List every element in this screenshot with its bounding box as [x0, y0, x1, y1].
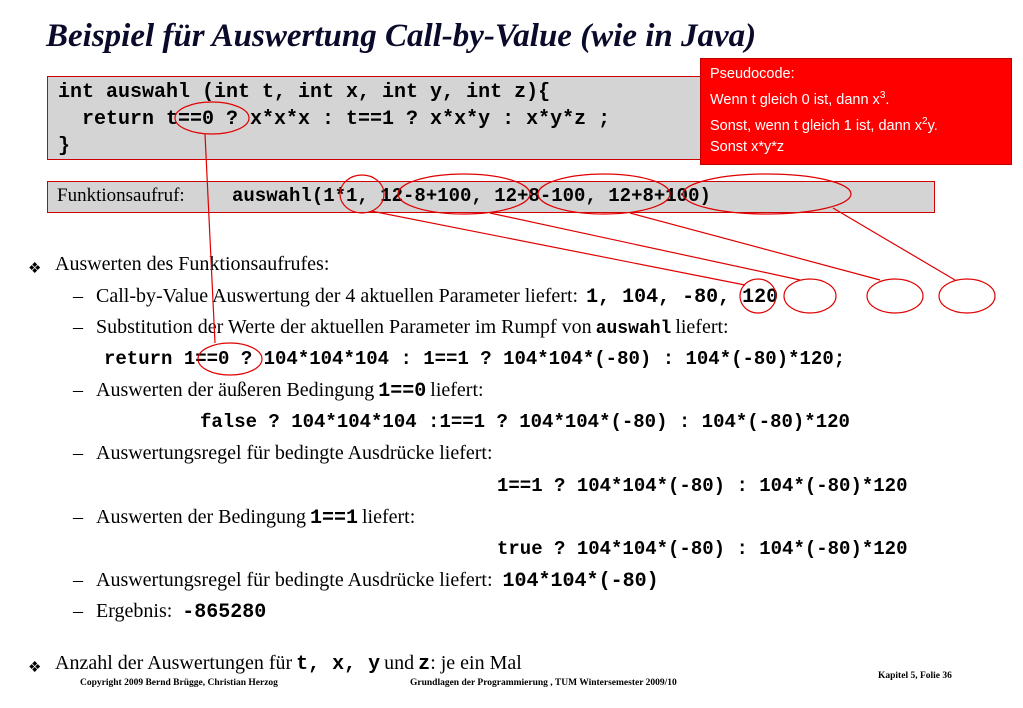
pseudocode-line-1: Wenn t gleich 0 ist, dann $x^3$. [710, 90, 890, 108]
pseudocode-line-3: Sonst x*y*z [710, 138, 785, 155]
footer-copyright: Copyright 2009 Bernd Brügge, Christian Herzog [80, 678, 278, 688]
dash-icon: – [73, 379, 83, 401]
dash-icon: – [73, 506, 83, 528]
dash-icon: – [73, 442, 83, 464]
connector-minus80 [630, 213, 880, 280]
dash-icon: – [73, 600, 83, 622]
highlight-val-minus80 [867, 279, 923, 313]
bullet-evaluation-count: Anzahl der Auswertungen für t, x, y und z: je ein Mal [55, 652, 522, 676]
connector-120 [833, 208, 955, 280]
dash-icon: – [73, 569, 83, 591]
code-true-expression: true ? 104*104*(-80) : 104*(-80)*120 [497, 538, 908, 560]
slide-title: Beispiel für Auswertung Call-by-Value (wie in Java) [46, 18, 757, 54]
connector-t [205, 134, 215, 343]
diamond-bullet-icon: ❖ [28, 261, 42, 277]
code-line-1: int auswahl (int t, int x, int y, int z){ [58, 81, 551, 104]
sub-bullet-substitution: Substitution der Werte der aktuellen Parameter im Rumpf von auswahl liefert: [96, 316, 729, 339]
function-call-code: auswahl(1*1, 12-8+100, 12+8-100, 12+8+100) [232, 185, 711, 207]
sub-bullet-outer-condition: Auswerten der äußeren Bedingung 1==0 liefert: [96, 379, 484, 403]
dash-icon: – [73, 285, 83, 307]
sub-bullet-condition: Auswerten der Bedingung 1==1 liefert: [96, 506, 416, 530]
pseudocode-box [700, 58, 1012, 165]
connector-1 [371, 211, 745, 285]
code-return-substituted: return 1==0 ? 104*104*104 : 1==1 ? 104*104*(-80) : 104*(-80)*120; [104, 348, 846, 370]
bullet-evaluate-call: Auswerten des Funktionsaufrufes: [55, 253, 330, 275]
code-cond1-expression: 1==1 ? 104*104*(-80) : 104*(-80)*120 [497, 475, 908, 497]
highlight-val-120 [939, 279, 995, 313]
connector-104 [490, 213, 800, 280]
pseudocode-heading: Pseudocode: [710, 66, 795, 82]
highlight-val-104 [784, 279, 836, 313]
sub-bullet-result: Ergebnis: -865280 [96, 600, 267, 624]
sub-bullet-rule-1: Auswertungsregel für bedingte Ausdrücke liefert: [96, 442, 493, 464]
code-false-expression: false ? 104*104*104 :1==1 ? 104*104*(-80) : 104*(-80)*120 [200, 411, 850, 433]
sub-bullet-rule-2: Auswertungsregel für bedingte Ausdrücke liefert: 104*104*(-80) [96, 569, 659, 593]
footer-course: Grundlagen der Programmierung , TUM Wintersemester 2009/10 [410, 678, 677, 688]
sub-bullet-params: Call-by-Value Auswertung der 4 aktuellen Parameter liefert: 1, 104, -80, 120 [96, 285, 779, 309]
function-call-box [47, 181, 935, 213]
code-box [47, 76, 707, 160]
code-line-3: } [58, 135, 71, 158]
code-line-2: return t==0 ? x*x*x : t==1 ? x*x*y : x*y*z ; [58, 108, 611, 131]
pseudocode-line-2: Sonst, wenn t gleich 1 ist, dann $x^2y$. [710, 115, 938, 134]
footer-slide-number: Kapitel 5, Folie 36 [878, 671, 952, 681]
diamond-bullet-icon: ❖ [28, 660, 42, 676]
function-call-label: Funktionsaufruf: [57, 185, 185, 206]
dash-icon: – [73, 316, 83, 338]
